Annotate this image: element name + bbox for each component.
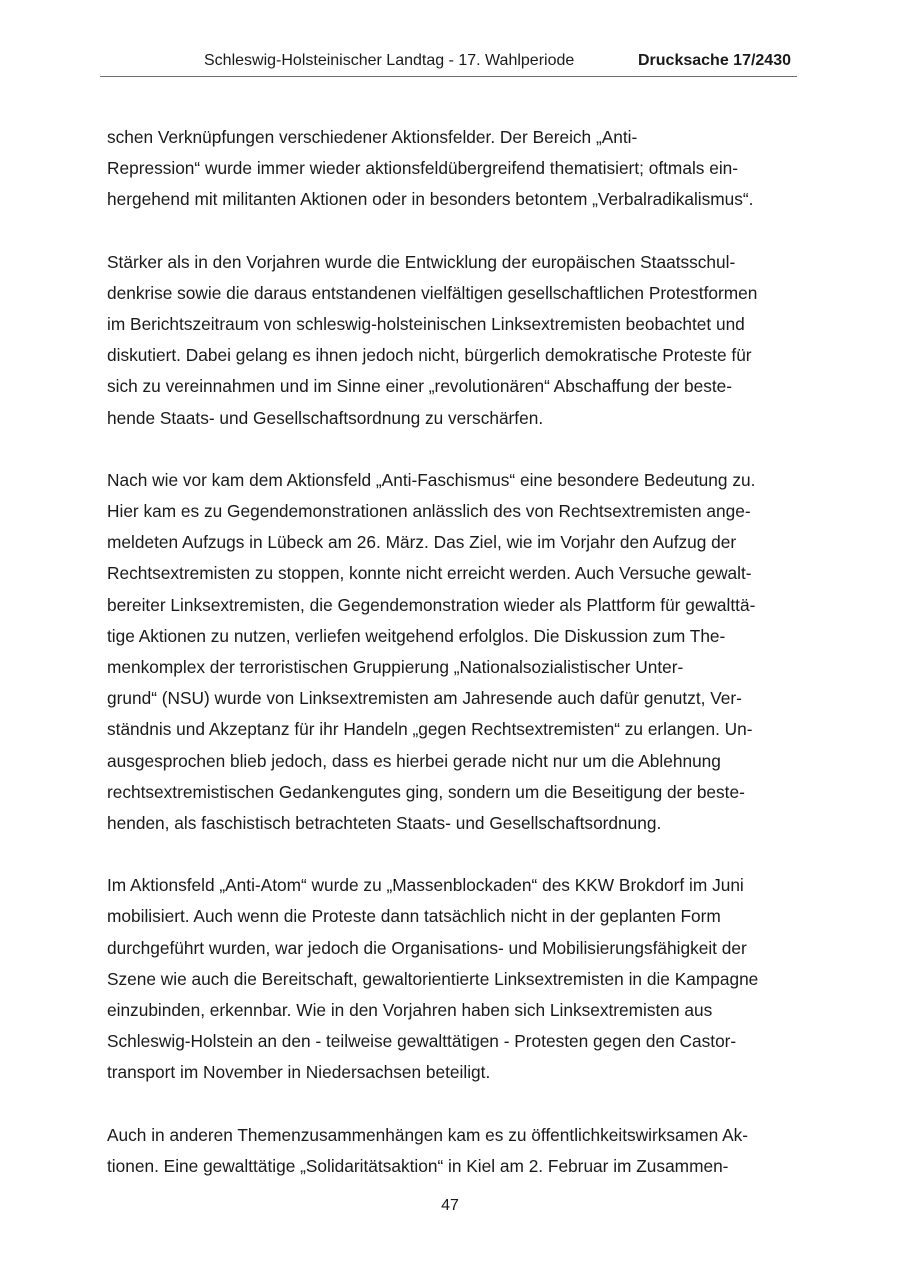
text-line: meldeten Aufzugs in Lübeck am 26. März. Das Ziel, wie im Vorjahr den Aufzug der <box>107 532 737 553</box>
text-line: Stärker als in den Vorjahren wurde die Entwicklung der europäischen Staatsschul- <box>107 251 736 272</box>
text-line: grund“ (NSU) wurde von Linksextremisten am Jahresende auch dafür genutzt, Ver- <box>107 688 742 709</box>
header-title: Schleswig-Holsteinischer Landtag - 17. Wahlperiode <box>204 52 575 69</box>
text-line: tige Aktionen zu nutzen, verliefen weitgehend erfolglos. Die Diskussion zum The- <box>107 625 726 646</box>
text-line: Auch in anderen Themenzusammenhängen kam es zu öffentlichkeitswirksamen Ak- <box>107 1124 749 1145</box>
text-line: ausgesprochen blieb jedoch, dass es hierbei gerade nicht nur um die Ablehnung <box>107 750 721 771</box>
text-line: bereiter Linksextremisten, die Gegendemonstration wieder als Plattform für gewalttä- <box>107 594 756 615</box>
paragraph-4 <box>107 870 797 1088</box>
text-line: ständnis und Akzeptanz für ihr Handeln „gegen Rechtsextremisten“ zu erlangen. Un- <box>107 719 753 740</box>
text-line: tionen. Eine gewalttätige „Solidaritätsaktion“ in Kiel am 2. Februar im Zusammen- <box>107 1155 729 1176</box>
page-number: 47 <box>441 1197 459 1214</box>
text-line: durchgeführt wurden, war jedoch die Organisations- und Mobilisierungsfähigkeit der <box>107 937 747 958</box>
paragraph-3 <box>107 465 797 839</box>
text-line: menkomplex der terroristischen Gruppierung „Nationalsozialistischer Unter- <box>107 657 684 678</box>
text-line: hende Staats- und Gesellschaftsordnung zu verschärfen. <box>107 407 544 428</box>
text-line: denkrise sowie die daraus entstandenen vielfältigen gesellschaftlichen Protestformen <box>107 282 758 303</box>
text-line: rechtsextremistischen Gedankengutes ging, sondern um die Beseitigung der beste- <box>107 781 745 802</box>
paragraph-5 <box>107 1120 797 1182</box>
text-line: Szene wie auch die Bereitschaft, gewaltorientierte Linksextremisten in die Kampagne <box>107 968 759 989</box>
text-line: Rechtsextremisten zu stoppen, konnte nicht erreicht werden. Auch Versuche gewalt- <box>107 563 752 584</box>
paragraph-1 <box>107 122 797 216</box>
text-line: diskutiert. Dabei gelang es ihnen jedoch nicht, bürgerlich demokratische Proteste für <box>107 345 752 366</box>
text-line: Nach wie vor kam dem Aktionsfeld „Anti-Faschismus“ eine besondere Bedeutung zu. <box>107 469 756 490</box>
text-line: einzubinden, erkennbar. Wie in den Vorjahren haben sich Linksextremisten aus <box>107 1000 713 1021</box>
text-line: im Berichtszeitraum von schleswig-holsteinischen Linksextremisten beobachtet und <box>107 314 745 335</box>
text-line: Hier kam es zu Gegendemonstrationen anlässlich des von Rechtsextremisten ange- <box>107 501 751 522</box>
text-line: mobilisiert. Auch wenn die Proteste dann tatsächlich nicht in der geplanten Form <box>107 906 721 927</box>
text-line: hergehend mit militanten Aktionen oder in besonders betontem „Verbalradikalismus“. <box>107 189 754 210</box>
document-number: Drucksache 17/2430 <box>638 52 791 69</box>
text-line: henden, als faschistisch betrachteten Staats- und Gesellschaftsordnung. <box>107 813 662 834</box>
paragraph-2 <box>107 247 797 434</box>
text-line: Repression“ wurde immer wieder aktionsfeldübergreifend thematisiert; oftmals ein- <box>107 158 739 179</box>
text-line: sich zu vereinnahmen und im Sinne einer „revolutionären“ Abschaffung der beste- <box>107 376 733 397</box>
text-line: schen Verknüpfungen verschiedener Aktionsfelder. Der Bereich „Anti- <box>107 127 638 147</box>
text-line: Schleswig-Holstein an den - teilweise gewalttätigen - Protesten gegen den Castor- <box>107 1031 737 1052</box>
text-line: Im Aktionsfeld „Anti-Atom“ wurde zu „Massenblockaden“ des KKW Brokdorf im Juni <box>107 875 744 896</box>
page-header <box>100 52 797 77</box>
body-text <box>107 122 797 1213</box>
text-line: transport im November in Niedersachsen beteiligt. <box>107 1062 491 1083</box>
